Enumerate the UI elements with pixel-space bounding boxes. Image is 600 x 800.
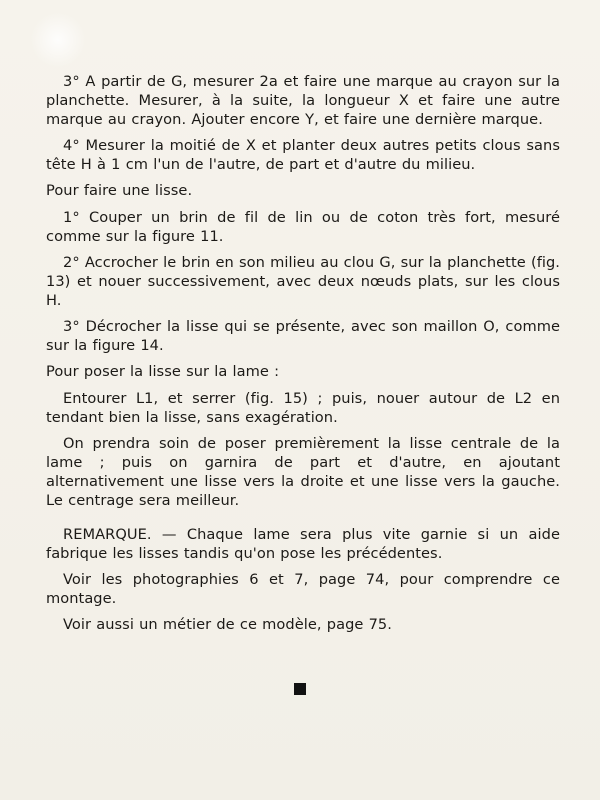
black-square-icon xyxy=(294,683,306,695)
section-heading-poser: Pour poser la lisse sur la lame : xyxy=(46,363,280,380)
step-2-paragraph: 2° Accrocher le brin en son milieu au clou G, sur la planchette (fig. 13) et nouer successivement, avec deux nœuds plats, sur les clous H. xyxy=(46,254,560,309)
step-1-paragraph: 1° Couper un brin de fil de lin ou de coton très fort, mesuré comme sur la figure 11. xyxy=(46,209,560,245)
section-heading-lisse: Pour faire une lisse. xyxy=(46,182,193,199)
loom-reference-paragraph: Voir aussi un métier de ce modèle, page 75. xyxy=(63,616,392,633)
step-3b-paragraph: 3° Décrocher la lisse qui se présente, avec son maillon O, comme sur la figure 14. xyxy=(46,318,560,354)
photo-reference-paragraph: Voir les photographies 6 et 7, page 74, pour comprendre ce montage. xyxy=(46,571,560,607)
remark-paragraph: REMARQUE. — Chaque lame sera plus vite garnie si un aide fabrique les lisses tandis qu'on pose les précédentes. xyxy=(46,526,560,562)
step-4-paragraph: 4° Mesurer la moitié de X et planter deux autres petits clous sans tête H à 1 cm l'un de l'autre, de part et d'autre du milieu. xyxy=(46,137,560,173)
body-paragraph-entourer: Entourer L1, et serrer (fig. 15) ; puis, nouer autour de L2 en tendant bien la lisse, sans exagération. xyxy=(46,390,560,426)
page-text xyxy=(46,72,560,641)
step-3-paragraph: 3° A partir de G, mesurer 2a et faire une marque au crayon sur la planchette. Mesurer, à la suite, la longueur X et faire une autre marque au crayon. Ajouter encore Y, et faire une dernière marque. xyxy=(46,73,560,128)
body-paragraph-centrage: On prendra soin de poser premièrement la lisse centrale de la lame ; puis on garnira de part et d'autre, en ajoutant alternativement une lisse vers la droite et une lisse vers la gauche. Le centrage sera meilleur. xyxy=(46,435,560,509)
